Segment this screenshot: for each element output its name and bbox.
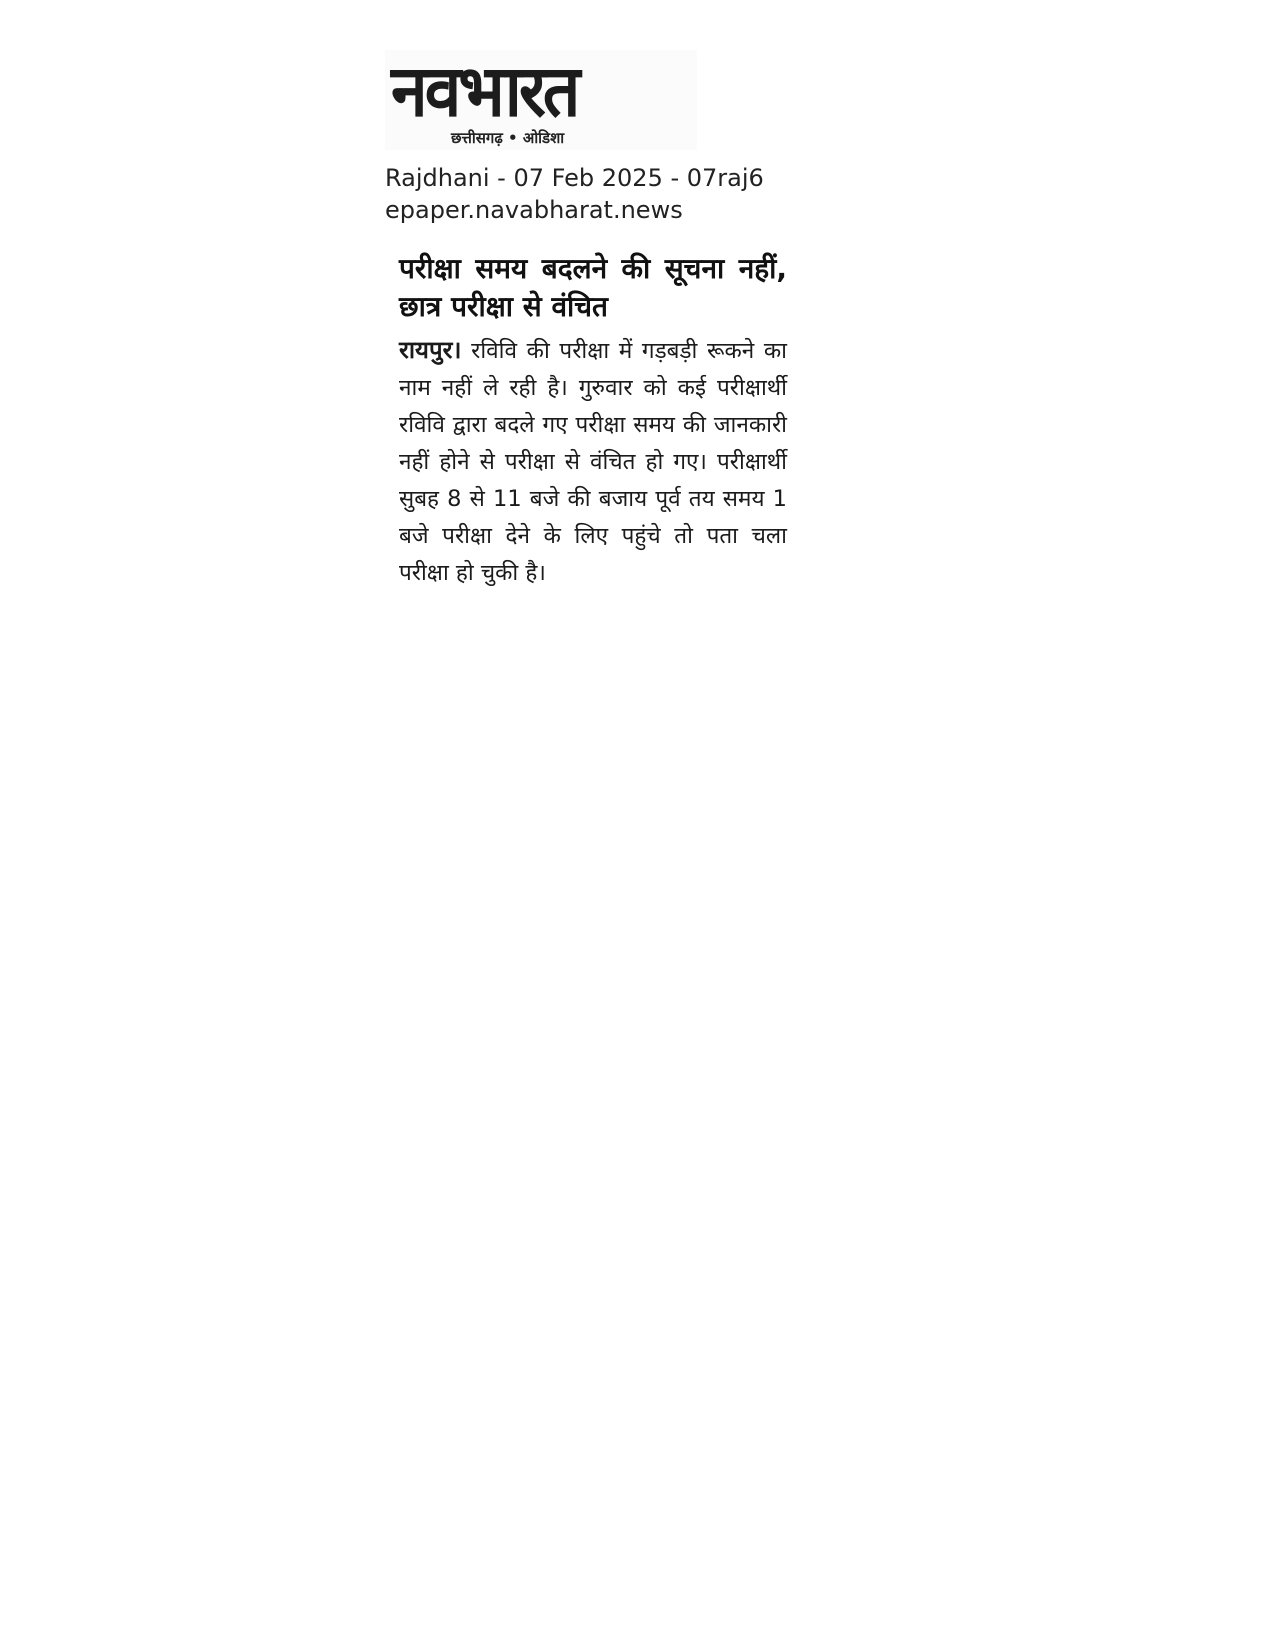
article-dateline: रायपुर। bbox=[399, 336, 462, 364]
edition-info bbox=[385, 162, 805, 226]
newspaper-masthead bbox=[385, 50, 697, 150]
newspaper-logo: नवभारत bbox=[391, 49, 578, 133]
article-body bbox=[399, 332, 787, 592]
website-url: epaper.navabharat.news bbox=[385, 196, 683, 224]
article-headline: परीक्षा समय बदलने की सूचना नहीं, छात्र परीक्षा से वंचित bbox=[399, 252, 787, 323]
article-body-text: रविवि की परीक्षा में गड़बड़ी रूकने का नाम नहीं ले रही है। गुरुवार को कई परीक्षार्थी रविवि द्वारा बदले गए परीक्षा समय की जानकारी नहीं होने से परीक्षा से वंचित हो गए। परीक्षार्थी सुबह 8 से 11 बजे की बजाय पूर्व तय समय 1 बजे परीक्षा देने के लिए पहुंचे तो पता चला परीक्षा हो चुकी है। bbox=[399, 338, 787, 586]
edition-line: Rajdhani - 07 Feb 2025 - 07raj6 bbox=[385, 164, 764, 192]
news-clipping bbox=[385, 50, 805, 592]
article bbox=[385, 250, 787, 592]
masthead-subtitle: छत्तीसगढ़ • ओडिशा bbox=[451, 129, 565, 147]
